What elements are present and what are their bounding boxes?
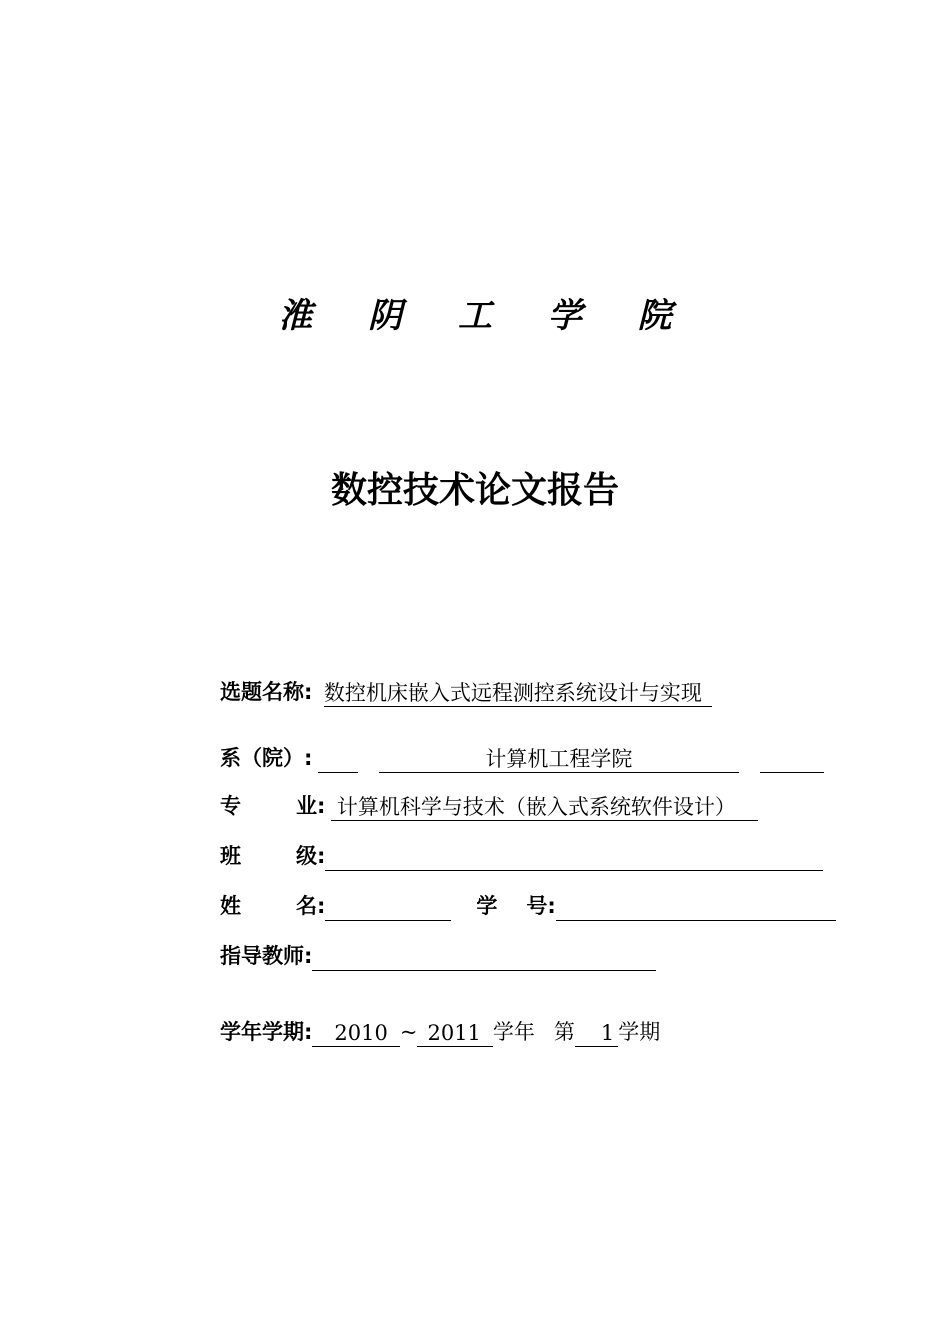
- term-year-start: 2010: [312, 1018, 399, 1047]
- term-label: 学年学期:: [220, 1020, 313, 1044]
- advisor-row: [220, 941, 656, 971]
- major-label-b: 业:: [296, 794, 326, 818]
- department-underline-lead: [318, 744, 358, 773]
- advisor-value: [312, 942, 656, 971]
- term-year-end: 2011: [417, 1018, 492, 1047]
- term-number: 1: [575, 1018, 618, 1047]
- school-name: 淮 阴 工 学 院: [278, 296, 694, 336]
- major-value: 计算机科学与技术（嵌入式系统软件设计）: [331, 792, 758, 821]
- name-label-b: 名:: [296, 894, 326, 918]
- term-tilde: ~: [399, 1020, 418, 1044]
- topic-row: [220, 677, 712, 707]
- major-label-a: 专: [220, 794, 241, 818]
- department-row: [220, 743, 824, 773]
- name-row: [220, 891, 836, 921]
- student-id-label-b: 号:: [526, 894, 556, 918]
- term-prefix: 第: [553, 1020, 575, 1044]
- student-id-label-a: 学: [476, 894, 498, 918]
- department-value: 计算机工程学院: [379, 744, 739, 773]
- class-label-b: 级:: [296, 844, 326, 868]
- term-row: [220, 1017, 660, 1047]
- term-suffix: 学期: [618, 1020, 661, 1044]
- class-value: [325, 842, 823, 871]
- department-underline-tail: [760, 744, 824, 773]
- topic-value: 数控机床嵌入式远程测控系统设计与实现: [324, 678, 712, 707]
- student-id-value: [556, 892, 836, 921]
- class-label-a: 班: [220, 844, 241, 868]
- name-label-a: 姓: [220, 894, 241, 918]
- topic-label: 选题名称:: [220, 680, 313, 704]
- name-value: [325, 892, 451, 921]
- class-row: [220, 841, 823, 871]
- advisor-label: 指导教师:: [220, 944, 313, 968]
- department-label: 系（院）:: [220, 746, 313, 770]
- major-row: [220, 791, 758, 821]
- report-title: 数控技术论文报告: [330, 470, 619, 511]
- term-year-suffix: 学年: [492, 1020, 535, 1044]
